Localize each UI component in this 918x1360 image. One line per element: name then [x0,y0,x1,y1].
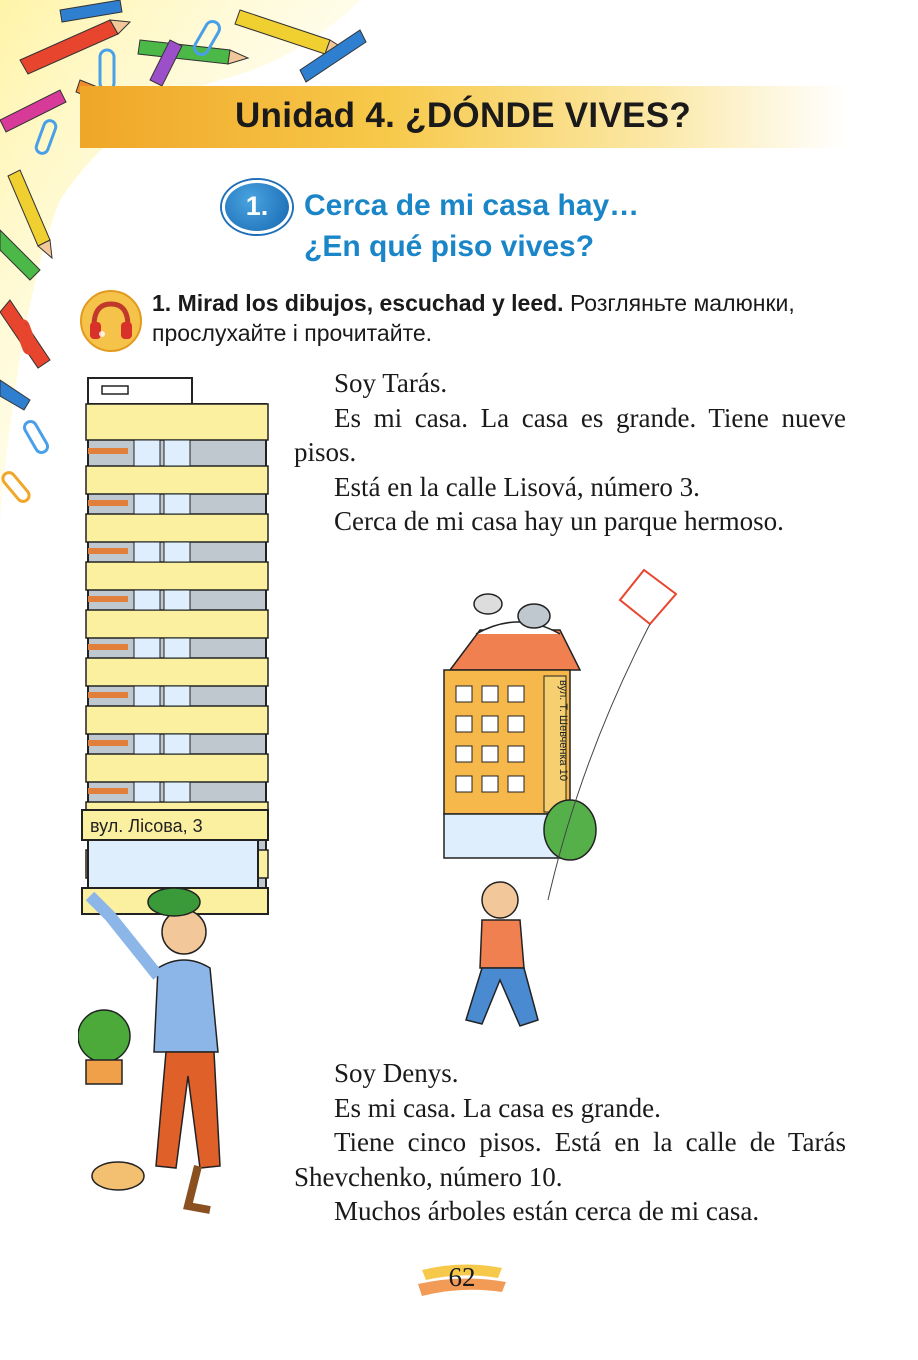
page-number: 62 [448,1262,476,1292]
lesson-number-badge [222,180,292,234]
text-taras [294,366,846,539]
text-line: Es mi casa. La casa es grande. Tiene nueve pisos. [294,402,846,467]
exercise-instruction-es: Mirad los dibujos, escuchad y leed. [177,290,564,316]
lesson-title-line2: ¿En qué piso vives? [304,230,595,263]
lesson-title [304,185,639,267]
small-building-illustration [420,560,690,1050]
headphones-icon [80,290,142,352]
text-line: Muchos árboles están cerca de mi casa. [334,1196,760,1226]
unit-title: Unidad 4. ¿DÓNDE VIVES? [234,96,692,135]
text-line: Soy Denys. [334,1058,459,1088]
text-line: Está en la calle Lisová, número 3. [334,471,700,502]
text-line: Es mi casa. La casa es grande. [334,1092,661,1123]
lesson-number: 1. [245,191,269,221]
exercise-instruction-uk: Розгляньте малюнки, прослухайте і прочитайте. [152,290,795,346]
text-line: Tiene cinco pisos. Está en la calle de Tarás Shevchenko, número 10. [294,1127,846,1192]
exercise-instruction [152,288,846,348]
text-line: Soy Tarás. [334,368,448,398]
unit-banner [80,86,846,148]
exercise-number: 1. [152,290,172,316]
tall-building-sign: вул. Лісова, 3 [90,816,203,836]
small-building-sign: вул. Т. Шевченка 10 [557,680,569,781]
text-line: Cerca de mi casa hay un parque hermoso. [334,506,784,536]
text-denys [294,1056,846,1229]
lesson-title-line1: Cerca de mi casa hay… [304,189,640,222]
tall-building-illustration [78,376,278,1216]
